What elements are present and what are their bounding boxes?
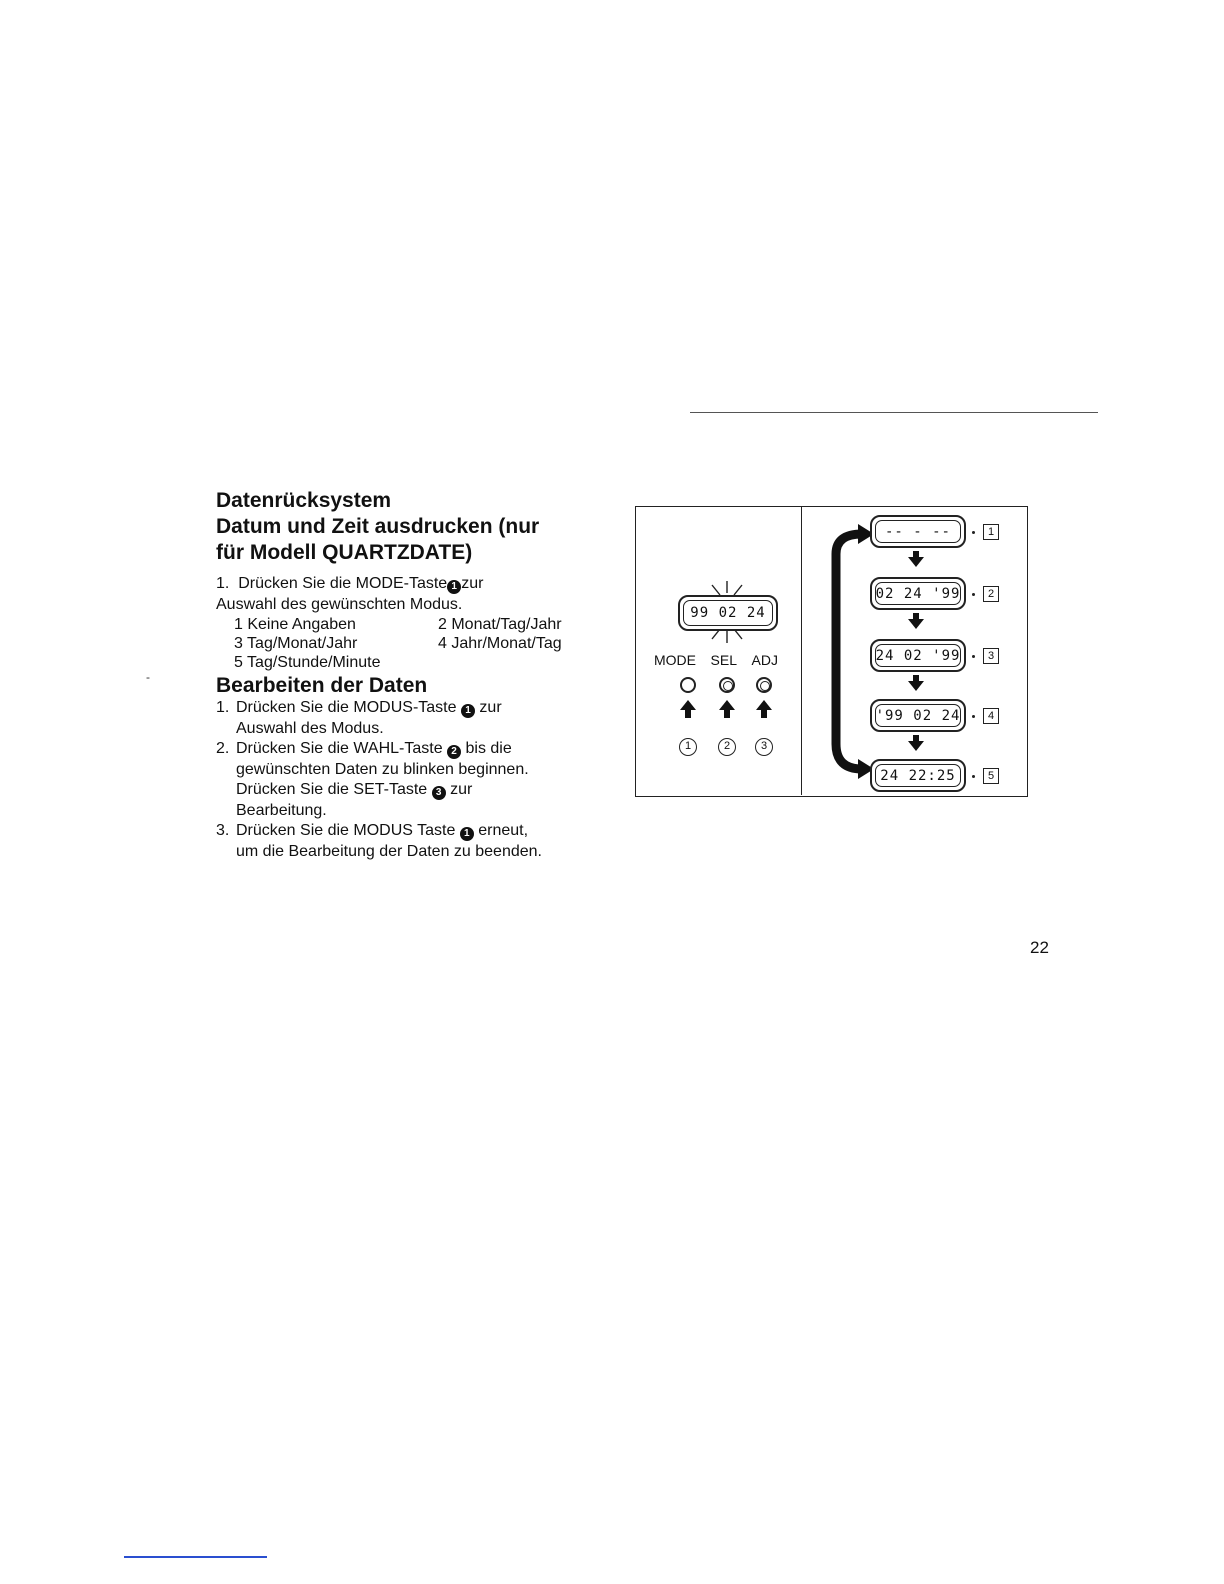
button-1-badge: 1 [460, 827, 474, 841]
mode-label: MODE [654, 652, 696, 668]
button-labels [654, 652, 778, 668]
mode-dot [972, 593, 975, 596]
adj-label: ADJ [751, 652, 778, 668]
title-line-2: für Modell QUARTZDATE) [216, 541, 473, 564]
up-arrow-icon [680, 700, 696, 710]
option-3: 3 Tag/Monat/Jahr [234, 635, 358, 652]
mode-number-5: 5 [983, 768, 999, 784]
bottom-rule [124, 1556, 267, 1558]
down-arrow-icon [908, 557, 924, 567]
mode-dot [972, 715, 975, 718]
up-arrow-icon [719, 700, 735, 710]
button-2-badge: 2 [447, 745, 461, 759]
step-1: 1. Drücken Sie die MODE-Taste 1 zur [216, 575, 484, 592]
text-column [216, 488, 606, 862]
down-arrow-icon [908, 741, 924, 751]
mode-number-3: 3 [983, 648, 999, 664]
margin-mark: ‐ [146, 670, 150, 684]
button-2-number: 2 [718, 738, 736, 756]
mode-number-2: 2 [983, 586, 999, 602]
sel-label: SEL [710, 652, 737, 668]
edit-step-1: 1. Drücken Sie die MODUS-Taste 1 zur Auswahl des Modus. [216, 699, 502, 737]
mode-options [216, 615, 606, 672]
up-arrow-stem [724, 710, 730, 718]
mode-4-lcd: '99 02 24 [870, 699, 966, 732]
blinking-lcd: 99 02 24 [678, 595, 778, 631]
button-3-number: 3 [755, 738, 773, 756]
mode-1-lcd: -- - -- [870, 515, 966, 548]
button-1-badge: 1 [447, 580, 461, 594]
page-number: 22 [1030, 938, 1049, 957]
mode-number-1: 1 [983, 524, 999, 540]
step-1-cont: Auswahl des gewünschten Modus. [216, 595, 463, 613]
mode-dot [972, 655, 975, 658]
button-1-badge: 1 [461, 704, 475, 718]
mode-2-lcd: 02 24 '99 [870, 577, 966, 610]
button-3-badge: 3 [432, 786, 446, 800]
edit-step-2: 2. Drücken Sie die WAHL-Taste 2 bis die gewünschten Daten zu blinken beginnen. Drücken Sie die SET-Taste 3 zur Bearbeitung. [216, 740, 529, 819]
option-2: 2 Monat/Tag/Jahr [438, 616, 562, 633]
up-arrow-icon [756, 700, 772, 710]
option-5: 5 Tag/Stunde/Minute [234, 654, 381, 671]
figure-divider [801, 507, 802, 795]
down-arrow-icon [908, 681, 924, 691]
mode-5-lcd: 24 22:25 [870, 759, 966, 792]
sel-button[interactable] [719, 677, 735, 693]
option-4: 4 Jahr/Monat/Tag [438, 635, 562, 652]
mode-button[interactable] [680, 677, 696, 693]
adj-button[interactable] [756, 677, 772, 693]
down-arrow-icon [908, 619, 924, 629]
mode-dot [972, 775, 975, 778]
edit-step-3: 3. Drücken Sie die MODUS Taste 1 erneut, um die Bearbeitung der Daten zu beenden. [216, 822, 542, 860]
mode-3-lcd: 24 02 '99 [870, 639, 966, 672]
up-arrow-stem [761, 710, 767, 718]
title-line-1: Datum und Zeit ausdrucken (nur [216, 515, 540, 538]
up-arrow-stem [685, 710, 691, 718]
button-1-number: 1 [679, 738, 697, 756]
option-1: 1 Keine Angaben [234, 616, 356, 633]
mode-figure [635, 506, 1028, 797]
mode-number-4: 4 [983, 708, 999, 724]
mode-dot [972, 531, 975, 534]
section-heading: Datenrücksystem [216, 489, 392, 512]
edit-heading: Bearbeiten der Daten [216, 674, 428, 697]
top-rule [690, 412, 1098, 413]
